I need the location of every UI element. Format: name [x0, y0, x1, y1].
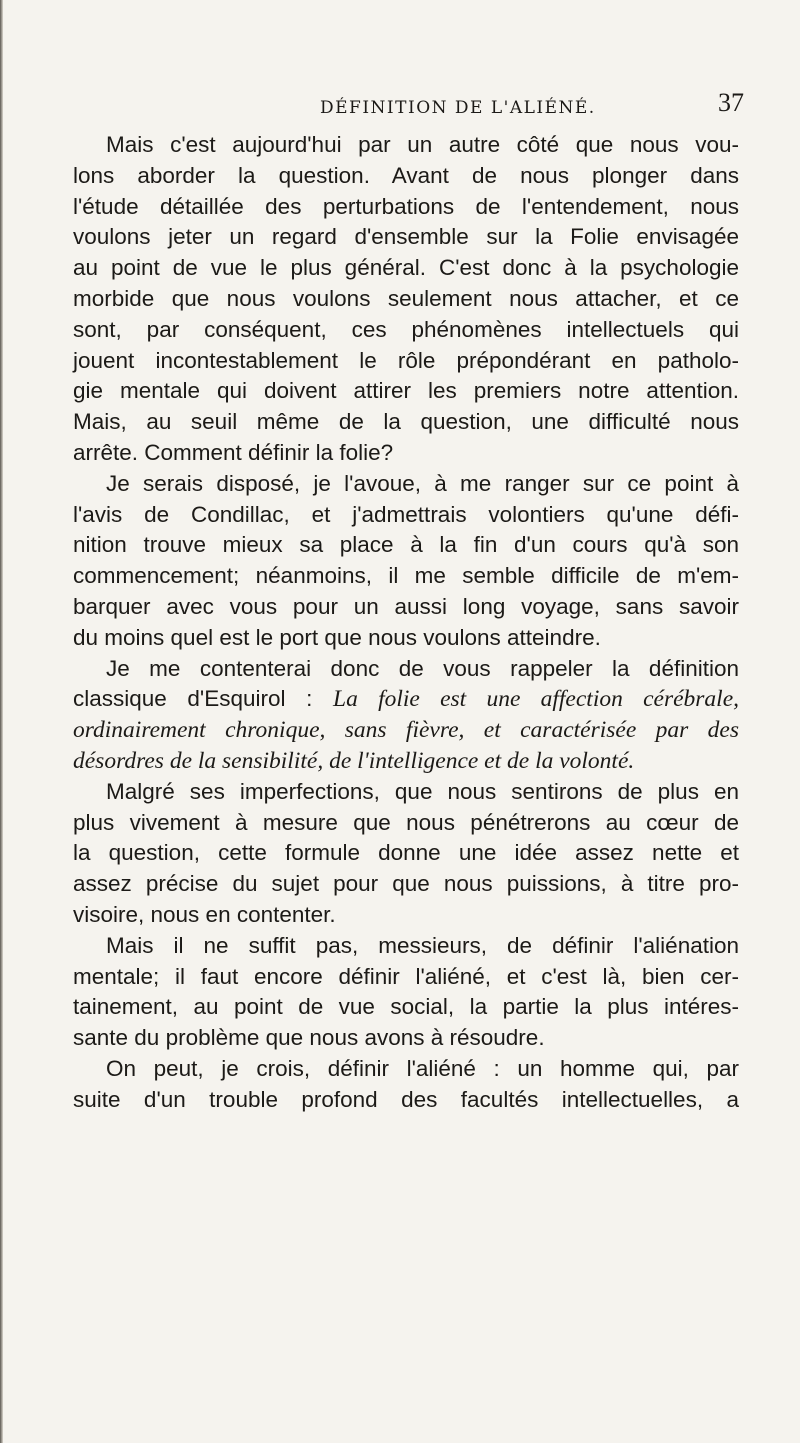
- text-line: lons aborder la question. Avant de nous plonger dans: [73, 162, 739, 188]
- text-line: Mais c'est aujourd'hui par un autre côté que nous vou-: [106, 132, 739, 157]
- body-text: [73, 130, 739, 1116]
- text-line: gie mentale qui doivent attirer les premiers notre attention.: [73, 378, 739, 404]
- text-line: voulons jeter un regard d'ensemble sur la Folie envisagée: [73, 224, 739, 250]
- text-line: visoire, nous en contenter.: [73, 901, 336, 927]
- text-line: commencement; néanmoins, il me semble difficile de m'em-: [73, 563, 739, 589]
- text-line: Je serais disposé, je l'avoue, à me ranger sur ce point à: [106, 470, 739, 496]
- page-number: 37: [718, 88, 744, 117]
- quoted-definition: désordres de la sensibilité, de l'intelligence et de la volonté.: [73, 747, 635, 774]
- running-head: [0, 88, 800, 128]
- text-line: nition trouve mieux sa place à la fin d'un cours qu'à son: [73, 532, 739, 558]
- text-line: Mais, au seuil même de la question, une difficulté nous: [73, 409, 739, 435]
- text-line: barquer avec vous pour un aussi long voyage, sans savoir: [73, 593, 739, 619]
- text-line: Je me contenterai donc de vous rappeler la définition: [106, 655, 739, 681]
- text-line: sante du problème que nous avons à résoudre.: [73, 1025, 545, 1051]
- text-line: Malgré ses imperfections, que nous sentirons de plus en: [106, 778, 739, 804]
- text-line: suite d'un trouble profond des facultés intellectuelles, a: [73, 1086, 739, 1112]
- quoted-definition: ordinairement chronique, sans fièvre, et caractérisée par des: [73, 717, 739, 744]
- text-line: assez précise du sujet pour que nous puissions, à titre pro-: [73, 871, 739, 897]
- quoted-definition: La folie est une affection cérébrale,: [333, 686, 740, 713]
- text-line: Mais il ne suffit pas, messieurs, de définir l'aliénation: [106, 932, 739, 958]
- text-line: mentale; il faut encore définir l'aliéné, et c'est là, bien cer-: [73, 963, 739, 989]
- text-line: arrête. Comment définir la folie?: [73, 439, 394, 465]
- page-edge-shadow: [0, 0, 3, 1443]
- running-title: DÉFINITION DE L'ALIÉNÉ.: [320, 98, 596, 118]
- text-line: l'avis de Condillac, et j'admettrais volontiers qu'une défi-: [73, 501, 739, 527]
- text-line: du moins quel est le port que nous voulons atteindre.: [73, 624, 601, 650]
- text-line: au point de vue le plus général. C'est donc à la psychologie: [73, 255, 739, 281]
- text-line: On peut, je crois, définir l'aliéné : un homme qui, par: [106, 1055, 739, 1081]
- text-line: morbide que nous voulons seulement nous attacher, et ce: [73, 285, 739, 311]
- text-line: sont, par conséquent, ces phénomènes intellectuels qui: [73, 316, 739, 342]
- text-line: la question, cette formule donne une idée assez nette et: [73, 840, 739, 866]
- text-line: [73, 746, 739, 777]
- text-line: jouent incontestablement le rôle prépondérant en patholo-: [73, 347, 739, 373]
- text-line: plus vivement à mesure que nous pénétrerons au cœur de: [73, 809, 739, 835]
- text-line: tainement, au point de vue social, la partie la plus intéres-: [73, 994, 739, 1020]
- text-line: classique d'Esquirol : La folie est une affection cérébrale,: [73, 686, 740, 713]
- text-line: l'étude détaillée des perturbations de l'entendement, nous: [73, 193, 739, 219]
- text-line: [73, 715, 739, 746]
